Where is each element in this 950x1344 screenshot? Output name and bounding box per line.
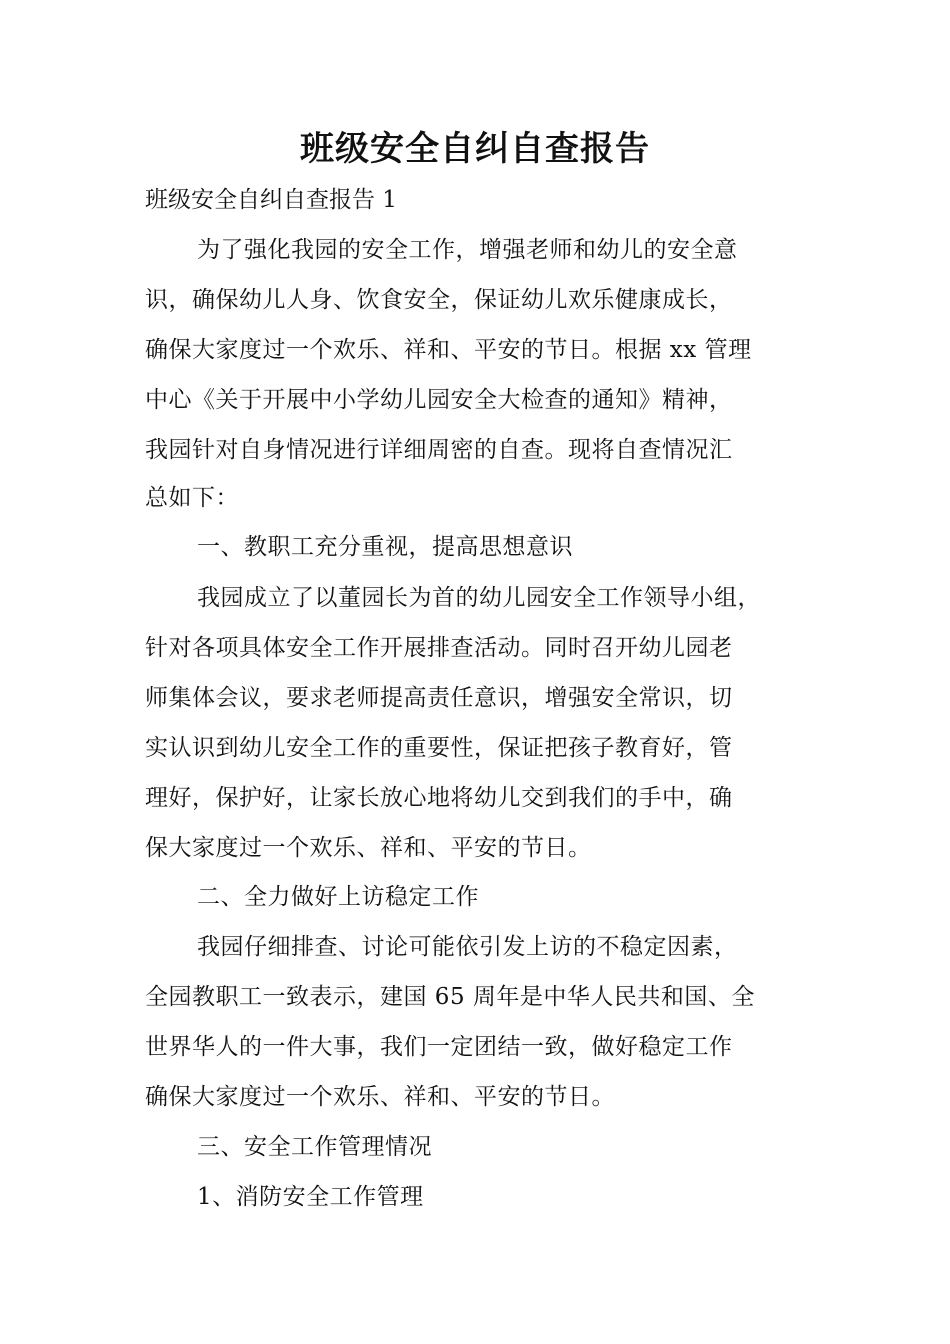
document-subtitle: 班级安全自纠自查报告 1 bbox=[145, 187, 397, 213]
paragraph-line: 我园针对自身情况进行详细周密的自查。现将自查情况汇 bbox=[145, 437, 733, 463]
paragraph-line: 中心《关于开展中小学幼儿园安全大检查的通知》精神， bbox=[145, 387, 733, 413]
paragraph-line: 师集体会议，要求老师提高责任意识，增强安全常识，切 bbox=[145, 685, 733, 711]
section-heading: 三、安全工作管理情况 bbox=[197, 1134, 432, 1160]
paragraph-line: 世界华人的一件大事，我们一定团结一致，做好稳定工作 bbox=[145, 1034, 733, 1060]
section-heading: 二、全力做好上访稳定工作 bbox=[197, 884, 479, 910]
paragraph-line: 全园教职工一致表示，建国 65 周年是中华人民共和国、全 bbox=[145, 984, 755, 1010]
paragraph-line: 为了强化我园的安全工作，增强老师和幼儿的安全意 bbox=[197, 237, 738, 263]
paragraph-line: 总如下： bbox=[145, 485, 239, 511]
paragraph-line: 保大家度过一个欢乐、祥和、平安的节日。 bbox=[145, 835, 592, 861]
section-heading: 一、教职工充分重视，提高思想意识 bbox=[197, 534, 573, 560]
paragraph-line: 识，确保幼儿人身、饮食安全，保证幼儿欢乐健康成长， bbox=[145, 287, 733, 313]
paragraph-line: 我园成立了以董园长为首的幼儿园安全工作领导小组， bbox=[197, 585, 761, 611]
paragraph-line: 确保大家度过一个欢乐、祥和、平安的节日。根据 xx 管理 bbox=[145, 337, 752, 363]
paragraph-line: 我园仔细排查、讨论可能依引发上访的不稳定因素， bbox=[197, 934, 738, 960]
paragraph-line: 针对各项具体安全工作开展排查活动。同时召开幼儿园老 bbox=[145, 635, 733, 661]
paragraph-line: 理好，保护好，让家长放心地将幼儿交到我们的手中，确 bbox=[145, 785, 733, 811]
paragraph-line: 确保大家度过一个欢乐、祥和、平安的节日。 bbox=[145, 1084, 615, 1110]
document-title: 班级安全自纠自查报告 bbox=[300, 129, 650, 169]
subsection-heading: 1、消防安全工作管理 bbox=[197, 1184, 424, 1210]
paragraph-line: 实认识到幼儿安全工作的重要性，保证把孩子教育好，管 bbox=[145, 735, 733, 761]
